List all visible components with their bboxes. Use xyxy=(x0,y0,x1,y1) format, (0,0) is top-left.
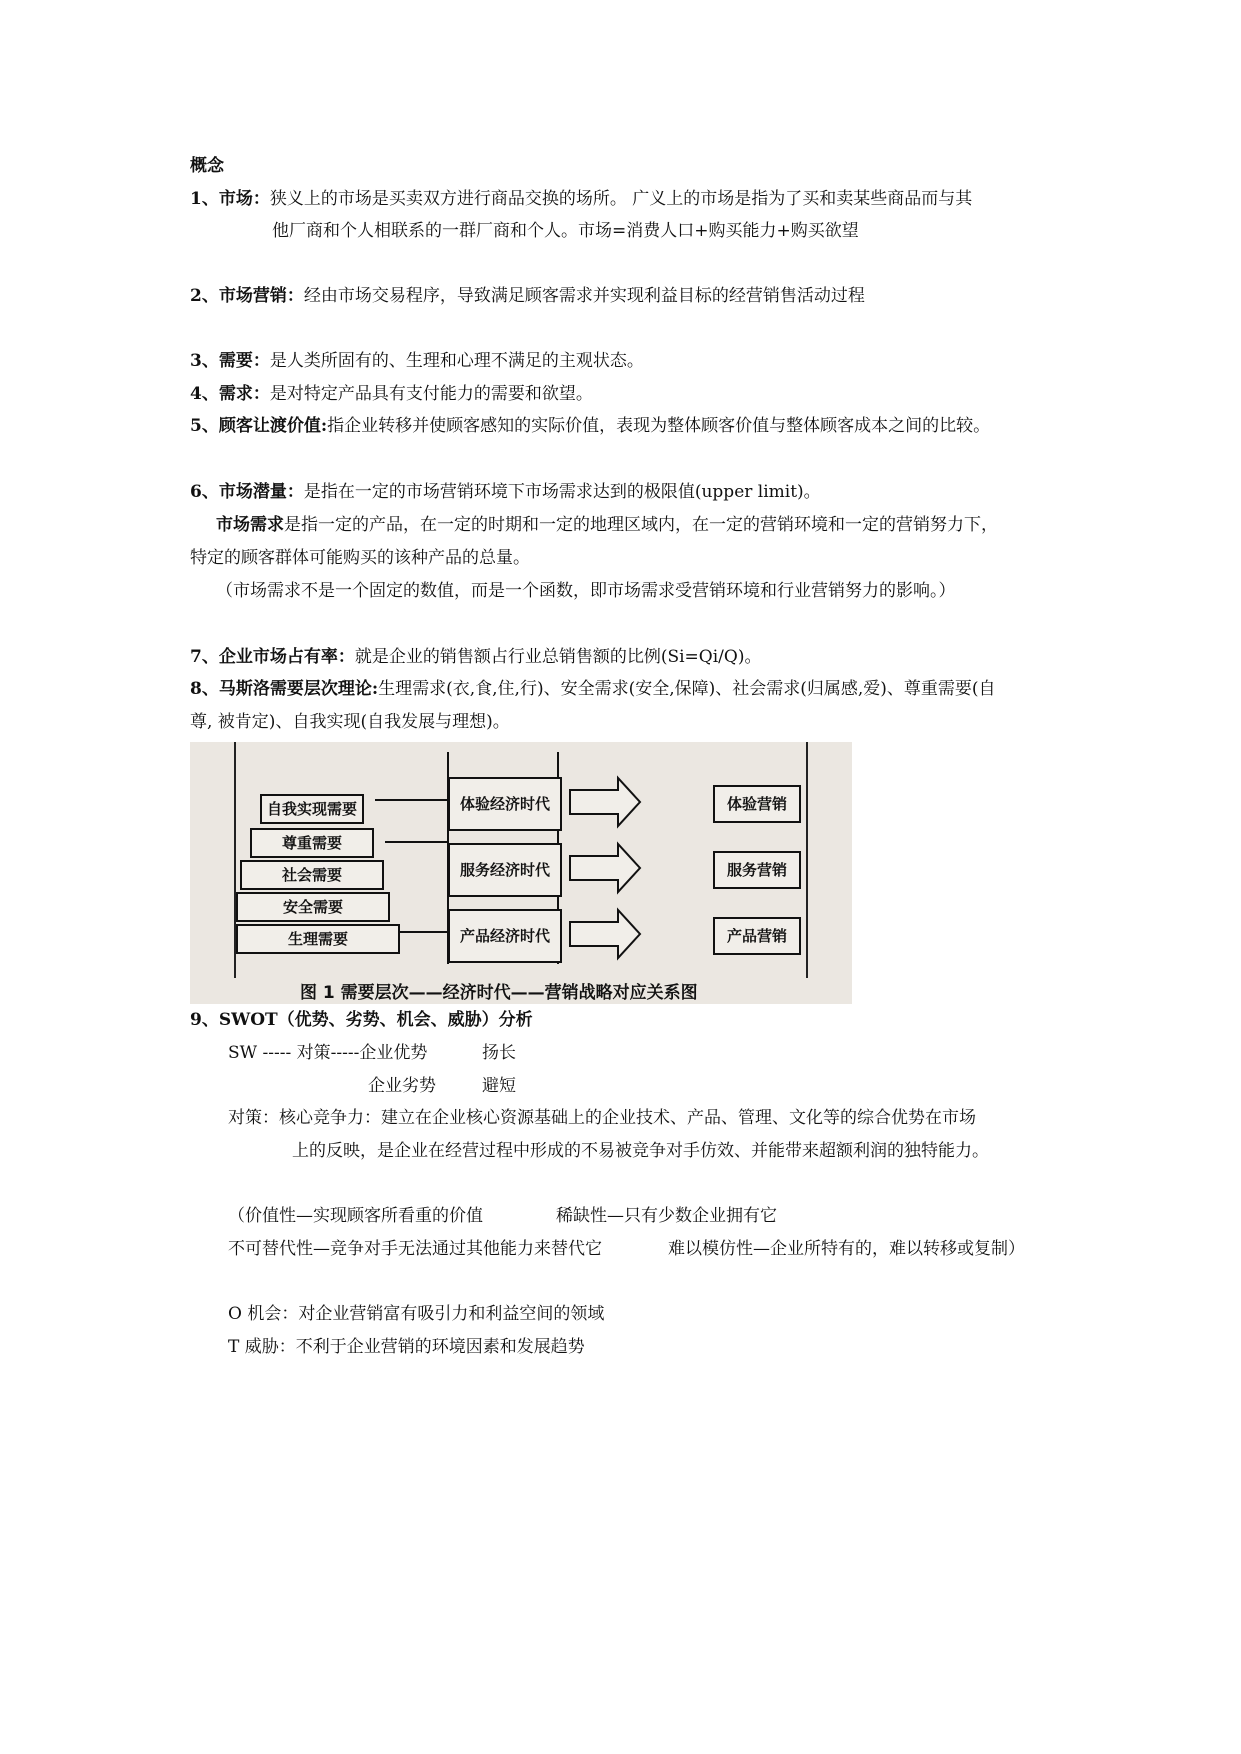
pyramid-level-safety: 安全需要 xyxy=(236,892,390,922)
item-market-share: 7、企业市场占有率：就是企业的销售额占行业总销售额的比例(Si=Qi/Q)。 xyxy=(190,647,762,667)
value-trait-3: 不可替代性—竞争对手无法通过其他能力来替代它 xyxy=(228,1239,602,1259)
item-market-cont: 他厂商和个人相联系的一群厂商和个人。市场=消费人口+购买能力+购买欲望 xyxy=(272,221,859,241)
era-product: 产品经济时代 xyxy=(448,909,562,963)
item-market-demand-note: （市场需求不是一个固定的数值，而是一个函数，即市场需求受营销环境和行业营销努力的影响。） xyxy=(216,581,956,601)
value-trait-1: （价值性—实现顾客所看重的价值 xyxy=(228,1206,483,1226)
marketing-service: 服务营销 xyxy=(713,851,801,889)
marketing-product: 产品营销 xyxy=(713,917,801,955)
value-trait-4: 难以模仿性—企业所特有的，难以转移或复制） xyxy=(668,1239,1025,1259)
item-demand: 4、需求：是对特定产品具有支付能力的需要和欲望。 xyxy=(190,384,593,404)
page-heading: 概念 xyxy=(190,156,224,176)
pyramid-level-social: 社会需要 xyxy=(240,860,384,890)
pyramid-level-physiological: 生理需要 xyxy=(236,924,400,954)
item-market-demand: 市场需求是指一定的产品，在一定的时期和一定的地理区域内，在一定的营销环境和一定的营销努力下， xyxy=(216,515,998,535)
swot-sw-line1: SW ----- 对策-----企业优势 xyxy=(228,1043,428,1063)
item-customer-value: 5、顾客让渡价值:指企业转移并使顾客感知的实际价值，表现为整体顾客价值与整体顾客成本之间的比较。 xyxy=(190,416,991,436)
swot-sw-line2-action: 避短 xyxy=(482,1076,516,1096)
item-market-demand-cont: 特定的顾客群体可能购买的该种产品的总量。 xyxy=(190,548,530,568)
era-service: 服务经济时代 xyxy=(448,843,562,897)
swot-threat: T 威胁：不利于企业营销的环境因素和发展趋势 xyxy=(228,1337,585,1357)
swot-sw-line2: 企业劣势 xyxy=(368,1076,436,1096)
value-trait-2: 稀缺性—只有少数企业拥有它 xyxy=(556,1206,777,1226)
item-market-potential: 6、市场潜量：是指在一定的市场营销环境下市场需求达到的极限值(upper limit)。 xyxy=(190,482,821,502)
marketing-experience: 体验营销 xyxy=(713,785,801,823)
core-competence: 对策：核心竞争力：建立在企业核心资源基础上的企业技术、产品、管理、文化等的综合优势在市场 xyxy=(228,1108,976,1128)
item-market: 1、市场：狭义上的市场是买卖双方进行商品交换的场所。 广义上的市场是指为了买和卖某些商品而与其 xyxy=(190,189,973,209)
core-competence-cont: 上的反映，是企业在经营过程中形成的不易被竞争对手仿效、并能带来超额利润的独特能力。 xyxy=(292,1141,989,1161)
swot-opportunity: O 机会：对企业营销富有吸引力和利益空间的领域 xyxy=(228,1304,605,1324)
item-swot: 9、SWOT（优势、劣势、机会、威胁）分析 xyxy=(190,1010,533,1030)
arrow-icon xyxy=(570,910,640,958)
arrow-icon xyxy=(570,844,640,892)
item-need: 3、需要：是人类所固有的、生理和心理不满足的主观状态。 xyxy=(190,351,644,371)
item-maslow-cont: 尊, 被肯定)、自我实现(自我发展与理想)。 xyxy=(190,712,510,732)
arrow-icon xyxy=(570,778,640,826)
item-marketing: 2、市场营销：经由市场交易程序，导致满足顾客需求并实现利益目标的经营销售活动过程 xyxy=(190,286,865,306)
pyramid-level-esteem: 尊重需要 xyxy=(250,828,374,858)
figure-caption: 图 1 需要层次——经济时代——营销战略对应关系图 xyxy=(300,983,698,1003)
maslow-figure xyxy=(190,742,852,1004)
swot-sw-line1-action: 扬长 xyxy=(482,1043,516,1063)
era-experience: 体验经济时代 xyxy=(448,777,562,831)
item-maslow: 8、马斯洛需要层次理论:生理需求(衣,食,住,行)、安全需求(安全,保障)、社会需求(归属感,爱)、尊重需要(自 xyxy=(190,679,996,699)
pyramid-level-self-actualization: 自我实现需要 xyxy=(260,794,364,824)
